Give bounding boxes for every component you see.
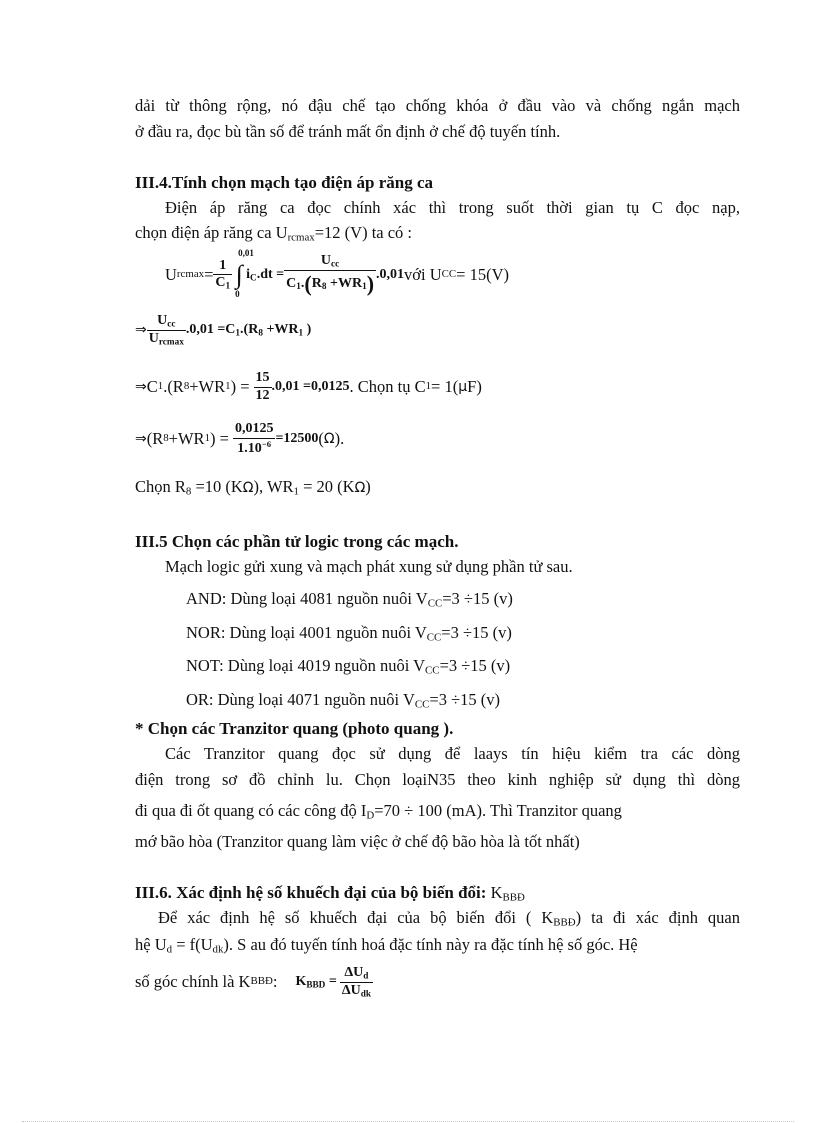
- kbbd-fraction: [340, 966, 373, 999]
- eq3-post1: . Chọn tụ C: [349, 377, 426, 397]
- eq1-f2-den-wr-sub: 1: [362, 281, 367, 292]
- choose-r-sub: 8: [185, 485, 192, 498]
- eq4-rhs: =12500: [275, 430, 319, 446]
- photo-l3-post: =70 ÷ 100 (mA). Thì Tranzitor quang: [374, 801, 622, 820]
- integral-symbol: ∫ 0,01 0: [235, 248, 254, 299]
- eq3-post2: = 1(: [431, 377, 459, 397]
- eq4-wr-sub: 1: [204, 432, 210, 445]
- eq4-den-base: 1.10: [237, 440, 262, 456]
- choose-mid3: = 20 (K: [298, 477, 355, 496]
- eq4-close: ) =: [210, 429, 229, 449]
- eq1-f1-num: 1: [213, 259, 232, 276]
- eq3-close: ) =: [230, 377, 250, 397]
- choose-pre: Chọn R: [135, 477, 186, 496]
- eq1-lhs-u: U: [165, 265, 177, 285]
- choose-mid2: ), WR: [253, 477, 294, 496]
- eq1-f2-num-u: U: [320, 253, 332, 269]
- eq2-rhs-plus: +WR: [262, 321, 299, 337]
- choose-mid1: =10 (K: [191, 477, 243, 496]
- heading-iii6: [135, 883, 740, 905]
- eq1-equals: =: [204, 265, 214, 285]
- eq2-rhs-wr-sub: 1: [298, 326, 304, 337]
- iii5-intro: Mạch logic gửi xung và mạch phát xung sử dụng phần tử sau.: [165, 557, 573, 576]
- eq1-integrand-rest: .dt =: [256, 266, 285, 282]
- eq4-den: [233, 439, 276, 456]
- eq3-den: 12: [255, 387, 270, 403]
- eq4-fraction: [233, 422, 276, 456]
- iii6-l1-pre: Để xác định hệ số khuếch đại của bộ biến đổi ( K: [158, 908, 554, 927]
- iii6-heading-k-sub: BBĐ: [502, 891, 525, 904]
- kbbd-equation-lhs: [295, 974, 339, 991]
- eq4-unit-close: ).: [334, 429, 345, 449]
- eq1-f2-den-r: R: [311, 276, 322, 292]
- photo-l2-text: điện trong sơ đồ chỉnh lu. Chọn loạiN35 theo kinh nghiệp sử dụng thì dòng: [135, 770, 740, 789]
- eq2-rhs-open: .(R: [240, 321, 259, 337]
- eq1-f2-den: [284, 271, 376, 295]
- iii6-heading-text: III.6. Xác định hệ số khuếch đại của bộ biến đổi:: [135, 883, 487, 902]
- iii6-line-1: [158, 908, 740, 930]
- eq3-fraction: [254, 371, 272, 403]
- iii6-l3-post: :: [272, 972, 278, 992]
- logic-item-or: [186, 690, 791, 712]
- eq4-num: 0,0125: [233, 422, 276, 439]
- equation-2: [135, 307, 740, 353]
- logic-item-post: =3 ÷15 (v): [439, 656, 511, 675]
- eq1-with-sub: CC: [441, 268, 457, 281]
- implies-icon: ⇒: [135, 321, 147, 338]
- integral-upper-bound: 0,01: [238, 248, 254, 259]
- kbbd-k: K: [295, 973, 307, 989]
- eq1-with-text: với U: [404, 265, 442, 285]
- heading-iii5: III.5 Chọn các phần tử logic trong các mạch.: [135, 532, 459, 551]
- eq4-unit-open: (: [318, 429, 324, 449]
- logic-item-pre: NOR: Dùng loại 4001 nguồn nuôi V: [186, 623, 427, 642]
- eq2-num-u: U: [157, 312, 168, 328]
- iii6-l2-pre: hệ U: [135, 935, 167, 954]
- eq1-tail: .0,01: [376, 266, 405, 282]
- choose-end: ): [365, 477, 371, 496]
- kbbd-num-delta-u: ΔU: [344, 964, 364, 980]
- logic-item-sub: CC: [426, 631, 442, 644]
- logic-item-and: [186, 589, 791, 611]
- logic-item-not: [186, 656, 791, 678]
- iii6-l1-post: ) ta đi xác định quan: [575, 908, 740, 927]
- eq1-fraction-2: [284, 254, 376, 295]
- eq3-post-sub: 1: [425, 380, 432, 393]
- eq1-lhs-sub: rcmax: [176, 268, 205, 281]
- iii6-l2-post: ). S au đó tuyến tính hoá đặc tính này ra đặc tính hệ số góc. Hệ: [223, 935, 638, 954]
- eq1-f2-num-sub: cc: [331, 258, 340, 269]
- logic-item-sub: CC: [425, 664, 440, 677]
- kbbd-num-sub: d: [363, 969, 369, 980]
- page-bottom-rule: [22, 1121, 794, 1122]
- mu-icon: μ: [458, 378, 468, 395]
- iii4-paragraph-1: [165, 198, 740, 218]
- eq1-integrand: [246, 267, 284, 284]
- iii4-p2-sub: rcmax: [287, 231, 315, 244]
- eq1-f2-den-plus: +WR: [326, 276, 363, 292]
- photo-line-4: mớ bão hòa (Tranzitor quang làm việc ở chế độ bão hòa là tốt nhất): [135, 832, 580, 851]
- eq1-f1-den-c: C: [215, 275, 226, 291]
- eq2-den-sub: rcmax: [158, 335, 184, 346]
- eq2-num-sub: cc: [167, 317, 176, 328]
- photo-line-1: [165, 744, 740, 764]
- eq1-integrand-i: i: [246, 266, 251, 282]
- eq2-rhs-r-sub: 8: [258, 326, 263, 337]
- iii4-p2-post: =12 (V) ta có :: [314, 223, 413, 242]
- eq1-with-post: = 15(V): [456, 265, 509, 285]
- choose-resistors: [135, 477, 740, 499]
- omega-icon: Ω: [323, 430, 335, 447]
- eq2-rhs-close: ): [303, 321, 312, 337]
- kbbd-den: [340, 983, 373, 999]
- iii6-line-2: [135, 935, 740, 957]
- implies-icon: ⇒: [135, 378, 147, 395]
- eq3-num: 15: [254, 371, 272, 388]
- kbbd-equals: =: [325, 973, 337, 989]
- eq1-f2-den-c: C: [286, 276, 297, 292]
- equation-1: [165, 250, 770, 300]
- kbbd-k-sub: BBD: [306, 978, 326, 989]
- eq1-f2-den-close: ): [366, 271, 375, 297]
- iii6-l3-pre: số góc chính là K: [135, 972, 251, 992]
- logic-item-sub: CC: [414, 698, 430, 711]
- intro-line-2: [135, 122, 740, 142]
- omega-icon: Ω: [354, 480, 366, 496]
- logic-item-pre: OR: Dùng loại 4071 nguồn nuôi V: [186, 690, 415, 709]
- eq4-den-exp: −6: [261, 438, 272, 449]
- eq1-f2-den-r-sub: 8: [321, 281, 327, 292]
- iii6-l3-sub: BBĐ: [250, 975, 273, 988]
- logic-item-post: =3 ÷15 (v): [441, 623, 512, 642]
- eq1-fraction-1: [213, 259, 232, 292]
- iii6-l2-sub1: d: [166, 943, 173, 956]
- eq1-f2-den-open: (: [304, 271, 312, 297]
- eq2-fraction: [147, 314, 186, 347]
- eq3-wr-sub: 1: [225, 380, 231, 393]
- photo-line-3: [135, 801, 740, 823]
- kbbd-num: [340, 966, 373, 983]
- eq1-f1-den: [213, 275, 232, 291]
- equation-4: [135, 416, 740, 462]
- integral-lower-bound: 0: [235, 288, 240, 299]
- eq4-pre: (R: [146, 429, 164, 449]
- logic-item-pre: AND: Dùng loại 4081 nguồn nuôi V: [186, 589, 428, 608]
- kbbd-den-sub: dk: [360, 987, 371, 998]
- eq2-den: [147, 331, 186, 347]
- eq3-plus: +WR: [189, 377, 226, 397]
- choose-wr-sub: 1: [293, 485, 299, 498]
- heading-photo-transistor: * Chọn các Tranzitor quang (photo quang ).: [135, 719, 454, 738]
- eq2-rhs: [186, 322, 312, 339]
- intro-line-1: [135, 96, 740, 116]
- logic-item-pre: NOT: Dùng loại 4019 nguồn nuôi V: [186, 656, 426, 675]
- heading-iii4: III.4.Tính chọn mạch tạo điện áp răng ca: [135, 173, 434, 192]
- eq3-pre: C: [146, 377, 158, 397]
- eq1-f1-den-sub: 1: [225, 280, 231, 291]
- eq1-f2-den-c-sub: 1: [296, 281, 301, 292]
- eq2-rhs-c-sub: 1: [235, 326, 241, 337]
- logic-item-post: =3 ÷15 (v): [442, 589, 513, 608]
- intro-text-1: dải từ thông rộng, nó đậu chế tạo chống khóa ở đầu vào và chống ngắn mạch: [135, 96, 740, 115]
- iii6-line-3: [135, 957, 740, 1007]
- intro-text-2: ở đầu ra, đọc bù tần số để tránh mất ổn định ở chế độ tuyến tính.: [135, 122, 561, 141]
- implies-icon: ⇒: [135, 430, 147, 447]
- iii6-l1-sub: BBĐ: [553, 916, 576, 929]
- eq2-rhs-pre: .0,01 =C: [185, 321, 236, 337]
- logic-item-post: =3 ÷15 (v): [429, 690, 500, 709]
- photo-l3-pre: đi qua đi ốt quang có các công độ I: [135, 801, 367, 820]
- kbbd-den-delta-u: ΔU: [341, 982, 361, 998]
- iii6-heading-k: K: [486, 883, 503, 902]
- logic-item-sub: CC: [427, 597, 443, 610]
- eq3-c-sub: 1: [157, 380, 164, 393]
- equation-3: [135, 364, 740, 410]
- eq4-r-sub: 8: [163, 432, 169, 445]
- photo-l3-sub: D: [366, 809, 375, 822]
- eq2-num: [147, 314, 186, 331]
- iii4-p1-text: Điện áp răng ca đọc chính xác thì trong suốt thời gian tụ C đọc nạp,: [165, 198, 740, 217]
- photo-line-2: [135, 770, 740, 790]
- eq3-mid: .(R: [163, 377, 184, 397]
- iii4-paragraph-2: [135, 223, 740, 245]
- eq1-integrand-sub: C: [250, 271, 257, 282]
- photo-l1-text: Các Tranzitor quang đọc sử dụng để laays tín hiệu kiểm tra các dòng: [165, 744, 740, 763]
- eq3-rhs: .0,01 =0,0125: [271, 378, 350, 394]
- eq2-den-u: U: [148, 330, 159, 346]
- eq1-f2-num: [284, 254, 376, 271]
- omega-icon: Ω: [242, 480, 254, 496]
- eq4-plus: +WR: [168, 429, 205, 449]
- iii6-l2-sub2: dk: [212, 943, 224, 956]
- eq3-post3: F): [467, 377, 482, 397]
- iii6-l2-mid: = f(U: [172, 935, 213, 954]
- logic-item-nor: [186, 623, 791, 645]
- eq1-f2-den-dot: .: [300, 276, 305, 292]
- iii4-p2-pre: chọn điện áp răng ca U: [135, 223, 288, 242]
- eq3-r-sub: 8: [183, 380, 190, 393]
